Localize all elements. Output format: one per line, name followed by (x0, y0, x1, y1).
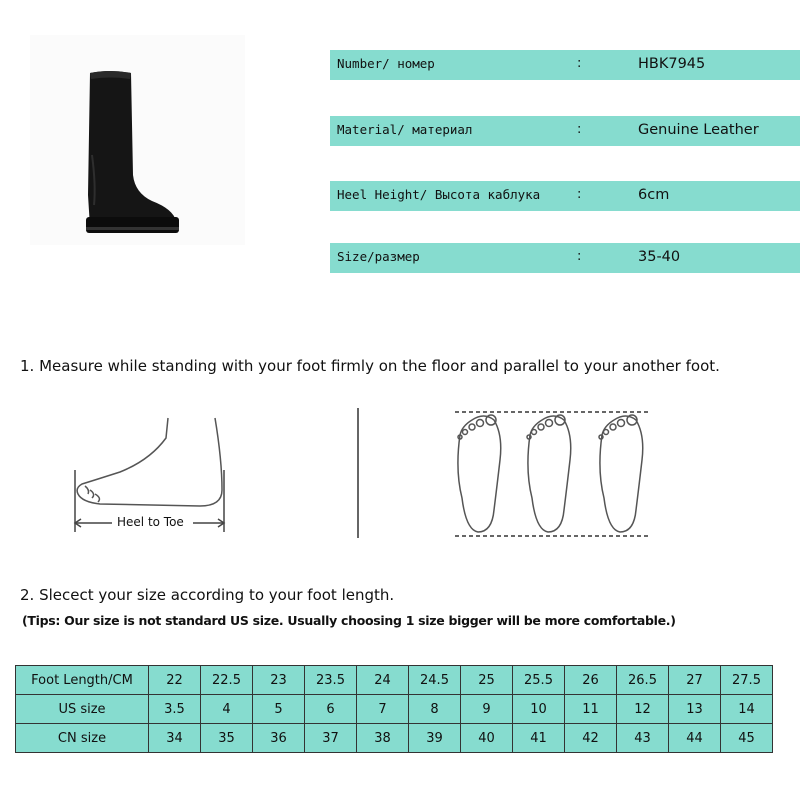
table-cell: 34 (149, 724, 201, 753)
spec-label: Size/размер (337, 249, 420, 264)
table-cell: 40 (461, 724, 513, 753)
row-header: US size (16, 695, 149, 724)
table-cell: 23 (253, 666, 305, 695)
table-row (16, 695, 773, 724)
table-cell: 10 (513, 695, 565, 724)
spec-label: Heel Height/ Высота каблука (337, 187, 541, 202)
spec-label: Material/ материал (337, 122, 473, 137)
table-cell: 24 (357, 666, 409, 695)
spec-row-number (330, 50, 800, 80)
table-cell: 44 (669, 724, 721, 753)
spec-colon: : (577, 187, 582, 202)
side-foot-outline (77, 418, 222, 506)
table-cell: 27 (669, 666, 721, 695)
step2-instruction: 2. Slecect your size according to your foot length. (20, 586, 395, 604)
table-cell: 4 (201, 695, 253, 724)
row-header: Foot Length/CM (16, 666, 149, 695)
table-cell: 7 (357, 695, 409, 724)
table-cell: 24.5 (409, 666, 461, 695)
spec-label: Number/ номер (337, 56, 435, 71)
table-cell: 25 (461, 666, 513, 695)
table-cell: 26 (565, 666, 617, 695)
table-cell: 22.5 (201, 666, 253, 695)
size-chart-table (15, 665, 773, 753)
spec-row-size (330, 243, 800, 273)
foot-outline-2 (528, 416, 571, 532)
table-cell: 11 (565, 695, 617, 724)
table-cell: 43 (617, 724, 669, 753)
table-cell: 6 (305, 695, 357, 724)
spec-colon: : (577, 122, 582, 137)
table-cell: 12 (617, 695, 669, 724)
table-cell: 13 (669, 695, 721, 724)
boot-illustration (30, 35, 245, 245)
table-cell: 27.5 (721, 666, 773, 695)
table-cell: 35 (201, 724, 253, 753)
spec-colon: : (577, 56, 582, 71)
table-cell: 23.5 (305, 666, 357, 695)
table-cell: 37 (305, 724, 357, 753)
foot-outline-3 (600, 416, 643, 532)
table-cell: 42 (565, 724, 617, 753)
table-cell: 22 (149, 666, 201, 695)
table-cell: 25.5 (513, 666, 565, 695)
table-cell: 14 (721, 695, 773, 724)
table-cell: 45 (721, 724, 773, 753)
table-cell: 3.5 (149, 695, 201, 724)
spec-value: 35-40 (638, 249, 681, 265)
step1-instruction: 1. Measure while standing with your foot firmly on the floor and parallel to your another foot. (20, 357, 720, 375)
product-image (30, 35, 245, 245)
table-cell: 5 (253, 695, 305, 724)
tips-note: (Tips: Our size is not standard US size. Usually choosing 1 size bigger will be more comfortable.) (22, 613, 676, 628)
table-cell: 8 (409, 695, 461, 724)
heel-to-toe-label: Heel to Toe (117, 515, 184, 529)
spec-value: Genuine Leather (638, 122, 759, 138)
spec-value: 6cm (638, 187, 670, 203)
table-cell: 39 (409, 724, 461, 753)
spec-row-material (330, 116, 800, 146)
spec-value: HBK7945 (638, 56, 706, 72)
table-row (16, 666, 773, 695)
spec-row-heel-height (330, 181, 800, 211)
table-cell: 41 (513, 724, 565, 753)
table-cell: 38 (357, 724, 409, 753)
table-cell: 26.5 (617, 666, 669, 695)
table-cell: 9 (461, 695, 513, 724)
table-cell: 36 (253, 724, 305, 753)
table-row (16, 724, 773, 753)
foot-outline-1 (458, 416, 501, 532)
spec-colon: : (577, 249, 582, 264)
row-header: CN size (16, 724, 149, 753)
